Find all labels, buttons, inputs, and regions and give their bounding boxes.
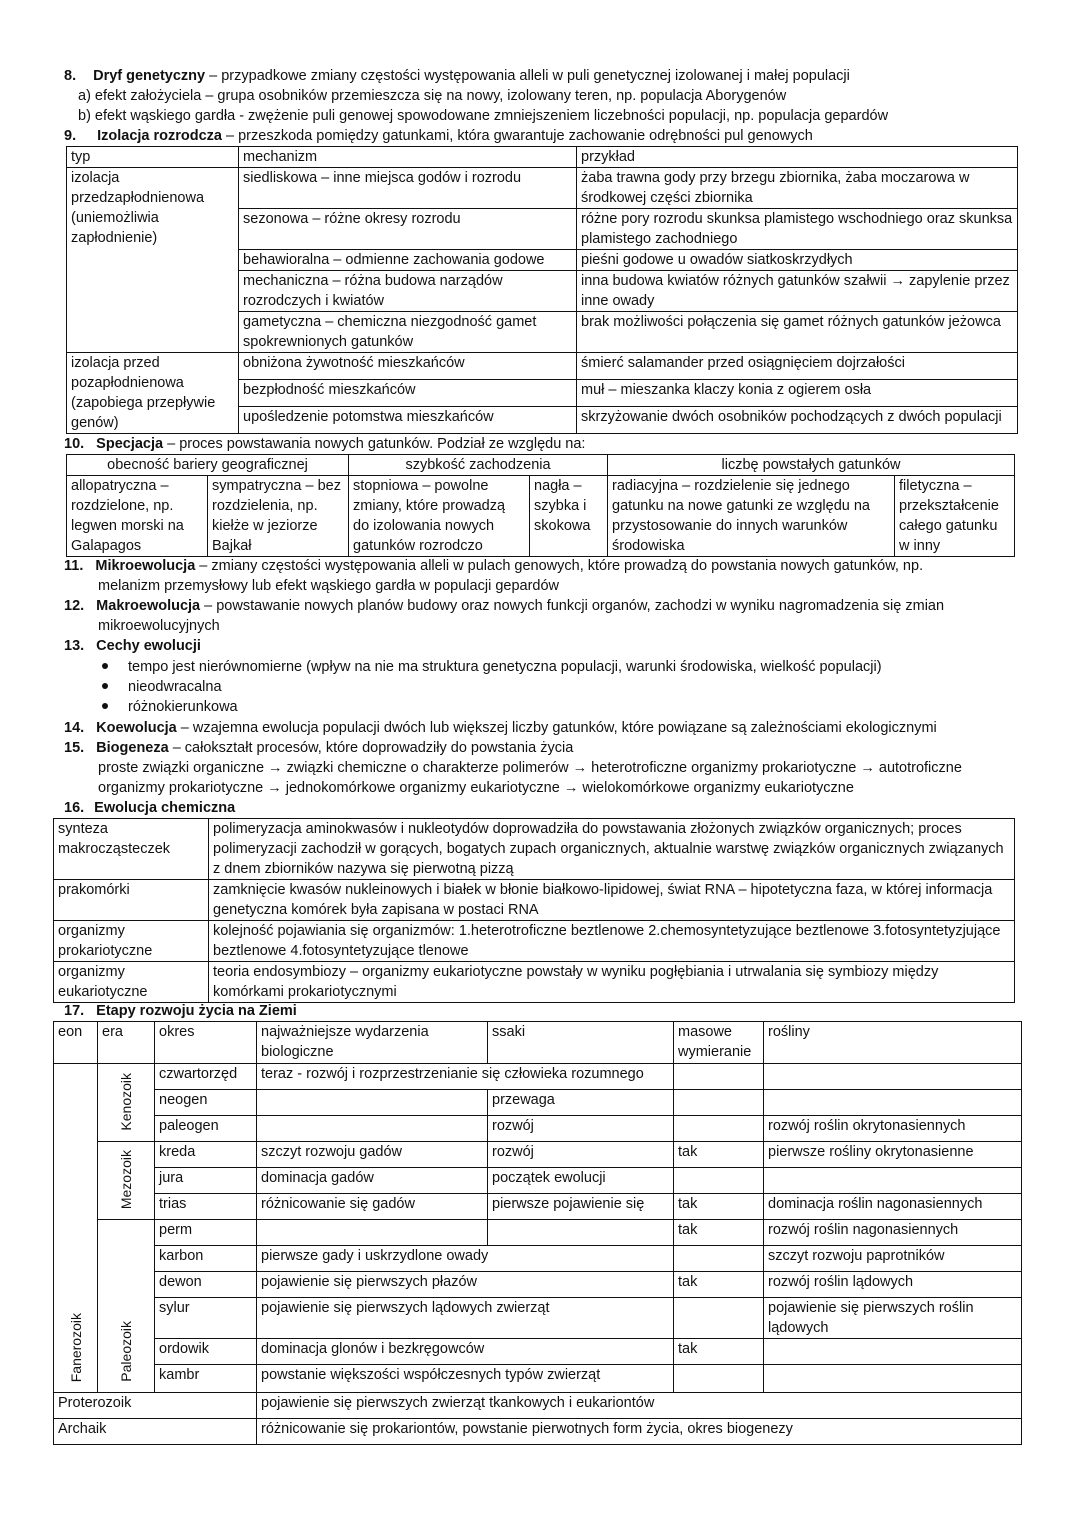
period-name: perm [155, 1220, 257, 1246]
chemical-evolution-table [53, 818, 1015, 1003]
speciation-radiative: radiacyjna – rozdzielenie się jednego gatunku na nowe gatunki ze względu na przystosowanie do innych warunków środowiska [608, 476, 895, 557]
section-15: 15. Biogeneza – całokształt procesów, które doprowadziły do powstania życia [64, 740, 574, 756]
isolation-example: muł – mieszanka klaczy konia z ogierem osła [577, 380, 1018, 407]
period-events: powstanie większości współczesnych typów zwierząt [257, 1365, 674, 1393]
period-events: teraz - rozwój i rozprzestrzenianie się człowieka rozumnego [257, 1064, 674, 1090]
stages-head-eon: eon [54, 1022, 98, 1064]
eon-phanerozoic: Fanerozoik [67, 1312, 84, 1382]
period-events [257, 1090, 488, 1116]
period-name: dewon [155, 1272, 257, 1298]
period-mammals: rozwój [488, 1116, 674, 1142]
chem-value: zamknięcie kwasów nukleinowych i białek w błonie białkowo-lipidowej, świat RNA – hipotetyczna faza, w której informacja genetyczna komórek była zapisana w postaci RNA [209, 880, 1015, 921]
era-paleozoic-cell [98, 1220, 155, 1393]
period-extinction [674, 1365, 764, 1393]
period-mammals [488, 1220, 674, 1246]
chem-key: organizmy prokariotyczne [54, 921, 209, 962]
section-12-cont: mikroewolucyjnych [98, 618, 220, 634]
period-row [54, 1246, 1022, 1272]
period-name: sylur [155, 1298, 257, 1339]
period-events [257, 1116, 488, 1142]
isolation-example: skrzyżowanie dwóch osobników pochodzących z dwóch populacji [577, 407, 1018, 434]
period-events [257, 1220, 488, 1246]
isolation-mechanism: sezonowa – różne okresy rozrodu [239, 209, 577, 250]
speciation-sudden: nagła – szybka i skokowa [530, 476, 608, 557]
period-mammals: pierwsze pojawienie się [488, 1194, 674, 1220]
period-extinction [674, 1090, 764, 1116]
chem-key: prakomórki [54, 880, 209, 921]
period-name: ordowik [155, 1339, 257, 1365]
period-plants: szczyt rozwoju paprotników [764, 1246, 1022, 1272]
period-events: dominacja gadów [257, 1168, 488, 1194]
section-8-title: 8. Dryf genetyczny – przypadkowe zmiany częstości występowania alleli w puli genetycznej izolowanej i małej populacji [64, 68, 850, 84]
eon-proterozoic: Proterozoik [54, 1393, 257, 1419]
period-plants [764, 1168, 1022, 1194]
period-events: pojawienie się pierwszych lądowych zwierząt [257, 1298, 674, 1339]
period-name: kambr [155, 1365, 257, 1393]
period-name: paleogen [155, 1116, 257, 1142]
isolation-type-pre: izolacja przedzapłodnienowa (uniemożliwia zapłodnienie) [67, 168, 239, 353]
stages-head-mammals: ssaki [488, 1022, 674, 1064]
chem-value: teoria endosymbiozy – organizmy eukariotyczne powstały w wyniku pogłębiania i utrwalania się symbiozy między komórkami prokariotycznymi [209, 962, 1015, 1003]
speciation-sympatric: sympatryczna – bez rozdzielenia, np. kiełże w jeziorze Bajkał [208, 476, 349, 557]
isolation-example: śmierć salamander przed osiągnięciem dojrzałości [577, 353, 1018, 380]
section-10-title: 10. Specjacja – proces powstawania nowych gatunków. Podział ze względu na: [64, 436, 586, 452]
stages-head-extinction: masowe wymieranie [674, 1022, 764, 1064]
chem-value: polimeryzacja aminokwasów i nukleotydów doprowadziła do powstawania złożonych związków organicznych; proces polimeryzacji zachodził w gorących, bogatych zupach organicznych, aktualnie warstwę związków organicznych związanych z dnem zbiorników nazywa się pierwotną pizzą [209, 819, 1015, 880]
period-extinction: tak [674, 1272, 764, 1298]
stages-head-period: okres [155, 1022, 257, 1064]
period-plants: pierwsze rośliny okrytonasienne [764, 1142, 1022, 1168]
period-row [54, 1168, 1022, 1194]
section-11: 11. Mikroewolucja – zmiany częstości występowania alleli w pulach genowych, które prowadzą do powstania nowych gatunków, np. [64, 558, 924, 574]
period-row [54, 1220, 1022, 1246]
period-row [54, 1116, 1022, 1142]
isolation-mechanism: gametyczna – chemiczna niezgodność gamet spokrewnionych gatunków [239, 312, 577, 353]
period-name: neogen [155, 1090, 257, 1116]
life-stages-table [53, 1021, 1022, 1445]
section-8-item-b: b) efekt wąskiego gardła - zwężenie puli genowej spowodowane zmniejszeniem liczebności populacji, np. populacja gepardów [78, 108, 889, 124]
period-plants [764, 1365, 1022, 1393]
period-extinction [674, 1064, 764, 1090]
era-mesozoic: Mezozoik [118, 1149, 134, 1209]
isolation-mechanism: upośledzenie potomstwa mieszkańców [239, 407, 577, 434]
period-plants: pojawienie się pierwszych roślin lądowych [764, 1298, 1022, 1339]
period-mammals: rozwój [488, 1142, 674, 1168]
stages-head-era: era [98, 1022, 155, 1064]
speciation-head-speed: szybkość zachodzenia [349, 455, 608, 476]
stages-head-events: najważniejsze wydarzenia biologiczne [257, 1022, 488, 1064]
section-11-cont: melanizm przemysłowy lub efekt wąskiego gardła w populacji gepardów [98, 578, 559, 594]
isolation-mechanism: siedliskowa – inne miejsca godów i rozrodu [239, 168, 577, 209]
stages-head-plants: rośliny [764, 1022, 1022, 1064]
chem-value: kolejność pojawiania się organizmów: 1.heterotroficzne beztlenowe 2.chemosyntetyzujące beztlenowe 3.fotosyntetyzjujące beztlenowe 4.fotosyntetyzujące tlenowe [209, 921, 1015, 962]
isolation-head-przyklad: przykład [577, 147, 1018, 168]
section-15-line2: organizmy prokariotyczne → jednokomórkowe organizmy eukariotyczne → wielokomórkowe organizmy eukariotyczne [98, 780, 854, 796]
bullet-icon [102, 663, 108, 669]
period-events: pierwsze gady i uskrzydlone owady [257, 1246, 674, 1272]
period-name: trias [155, 1194, 257, 1220]
period-row [54, 1339, 1022, 1365]
isolation-mechanism: behawioralna – odmienne zachowania godowe [239, 250, 577, 271]
section-13-bullet: nieodwracalna [102, 677, 222, 697]
speciation-phyletic: filetyczna – przekształcenie całego gatunku w inny [895, 476, 1015, 557]
isolation-example: pieśni godowe u owadów siatkoskrzydłych [577, 250, 1018, 271]
isolation-example: różne pory rozrodu skunksa plamistego wschodniego oraz skunksa plamistego zachodniego [577, 209, 1018, 250]
period-name: jura [155, 1168, 257, 1194]
section-17-title: 17. Etapy rozwoju życia na Ziemi [64, 1003, 297, 1019]
isolation-mechanism: obniżona żywotność mieszkańców [239, 353, 577, 380]
section-9-title: 9. Izolacja rozrodcza – przeszkoda pomiędzy gatunkami, która gwarantuje zachowanie odrębności pul genowych [64, 128, 813, 144]
period-plants: dominacja roślin nagonasiennych [764, 1194, 1022, 1220]
period-extinction: tak [674, 1339, 764, 1365]
section-14: 14. Koewolucja – wzajemna ewolucja populacji dwóch lub większej liczby gatunków, które powiązane są zależnościami ekologicznymi [64, 720, 937, 736]
period-mammals: przewaga [488, 1090, 674, 1116]
period-row [54, 1090, 1022, 1116]
period-events: pojawienie się pierwszych płazów [257, 1272, 674, 1298]
era-mesozoic-cell [98, 1142, 155, 1220]
period-plants [764, 1339, 1022, 1365]
bullet-icon [102, 703, 108, 709]
period-plants: rozwój roślin nagonasiennych [764, 1220, 1022, 1246]
section-13-bullet: różnokierunkowa [102, 697, 238, 717]
period-extinction [674, 1246, 764, 1272]
isolation-mechanism: mechaniczna – różna budowa narządów rozrodczych i kwiatów [239, 271, 577, 312]
eon-phanerozoic-cell [54, 1064, 98, 1393]
section-13-bullet: tempo jest nierównomierne (wpływ na nie ma struktura genetyczna populacji, warunki środowiska, wielkość populacji) [102, 657, 882, 677]
chem-key: synteza makrocząsteczek [54, 819, 209, 880]
period-extinction [674, 1298, 764, 1339]
section-13: 13. Cechy ewolucji [64, 638, 201, 654]
bullet-icon [102, 683, 108, 689]
period-extinction [674, 1168, 764, 1194]
speciation-gradual: stopniowa – powolne zmiany, które prowadzą do izolowania nowych gatunków rozrodczo [349, 476, 530, 557]
period-events: szczyt rozwoju gadów [257, 1142, 488, 1168]
isolation-example: inna budowa kwiatów różnych gatunków szałwii → zapylenie przez inne owady [577, 271, 1018, 312]
era-cenozoic: Kenozoik [118, 1073, 134, 1131]
period-extinction: tak [674, 1220, 764, 1246]
proterozoic-events: pojawienie się pierwszych zwierząt tkankowych i eukariontów [257, 1393, 1022, 1419]
period-row [54, 1365, 1022, 1393]
period-events: dominacja glonów i bezkręgowców [257, 1339, 674, 1365]
period-row [54, 1194, 1022, 1220]
period-row [54, 1272, 1022, 1298]
section-15-line1: proste związki organiczne → związki chemiczne o charakterze polimerów → heterotroficzne organizmy prokariotyczne → autotroficzne [98, 760, 962, 776]
section-8-item-a: a) efekt założyciela – grupa osobników przemieszcza się na nowy, izolowany teren, np. populacja Aborygenów [78, 88, 787, 104]
isolation-example: brak możliwości połączenia się gamet różnych gatunków jeżowca [577, 312, 1018, 353]
isolation-table [66, 146, 1018, 434]
period-extinction: tak [674, 1142, 764, 1168]
period-plants: rozwój roślin okrytonasiennych [764, 1116, 1022, 1142]
chem-key: organizmy eukariotyczne [54, 962, 209, 1003]
section-16-title: 16. Ewolucja chemiczna [64, 800, 236, 816]
period-extinction: tak [674, 1194, 764, 1220]
period-plants [764, 1064, 1022, 1090]
section-12: 12. Makroewolucja – powstawanie nowych planów budowy oraz nowych funkcji organów, zachodzi w wyniku nagromadzenia się zmian [64, 598, 945, 614]
period-row [54, 1064, 1022, 1090]
period-row [54, 1142, 1022, 1168]
era-cenozoic-cell [98, 1064, 155, 1142]
period-name: karbon [155, 1246, 257, 1272]
period-events: różnicowanie się gadów [257, 1194, 488, 1220]
isolation-head-mechanizm: mechanizm [239, 147, 577, 168]
period-extinction [674, 1116, 764, 1142]
period-mammals: początek ewolucji [488, 1168, 674, 1194]
period-plants [764, 1090, 1022, 1116]
isolation-example: żaba trawna gody przy brzegu zbiornika, żaba moczarowa w środkowej części zbiornika [577, 168, 1018, 209]
speciation-allopatric: allopatryczna – rozdzielone, np. legwen morski na Galapagos [67, 476, 208, 557]
isolation-type-post: izolacja przed pozapłodnienowa (zapobiega przepływie genów) [67, 353, 239, 434]
isolation-head-typ: typ [67, 147, 239, 168]
speciation-head-count: liczbę powstałych gatunków [608, 455, 1015, 476]
period-row [54, 1298, 1022, 1339]
period-name: kreda [155, 1142, 257, 1168]
period-plants: rozwój roślin lądowych [764, 1272, 1022, 1298]
eon-archaic: Archaik [54, 1419, 257, 1445]
isolation-mechanism: bezpłodność mieszkańców [239, 380, 577, 407]
speciation-table [66, 454, 1015, 557]
period-name: czwartorzęd [155, 1064, 257, 1090]
era-paleozoic: Paleozoik [118, 1321, 134, 1382]
archaic-events: różnicowanie się prokariontów, powstanie pierwotnych form życia, okres biogenezy [257, 1419, 1022, 1445]
speciation-head-geo: obecność bariery geograficznej [67, 455, 349, 476]
